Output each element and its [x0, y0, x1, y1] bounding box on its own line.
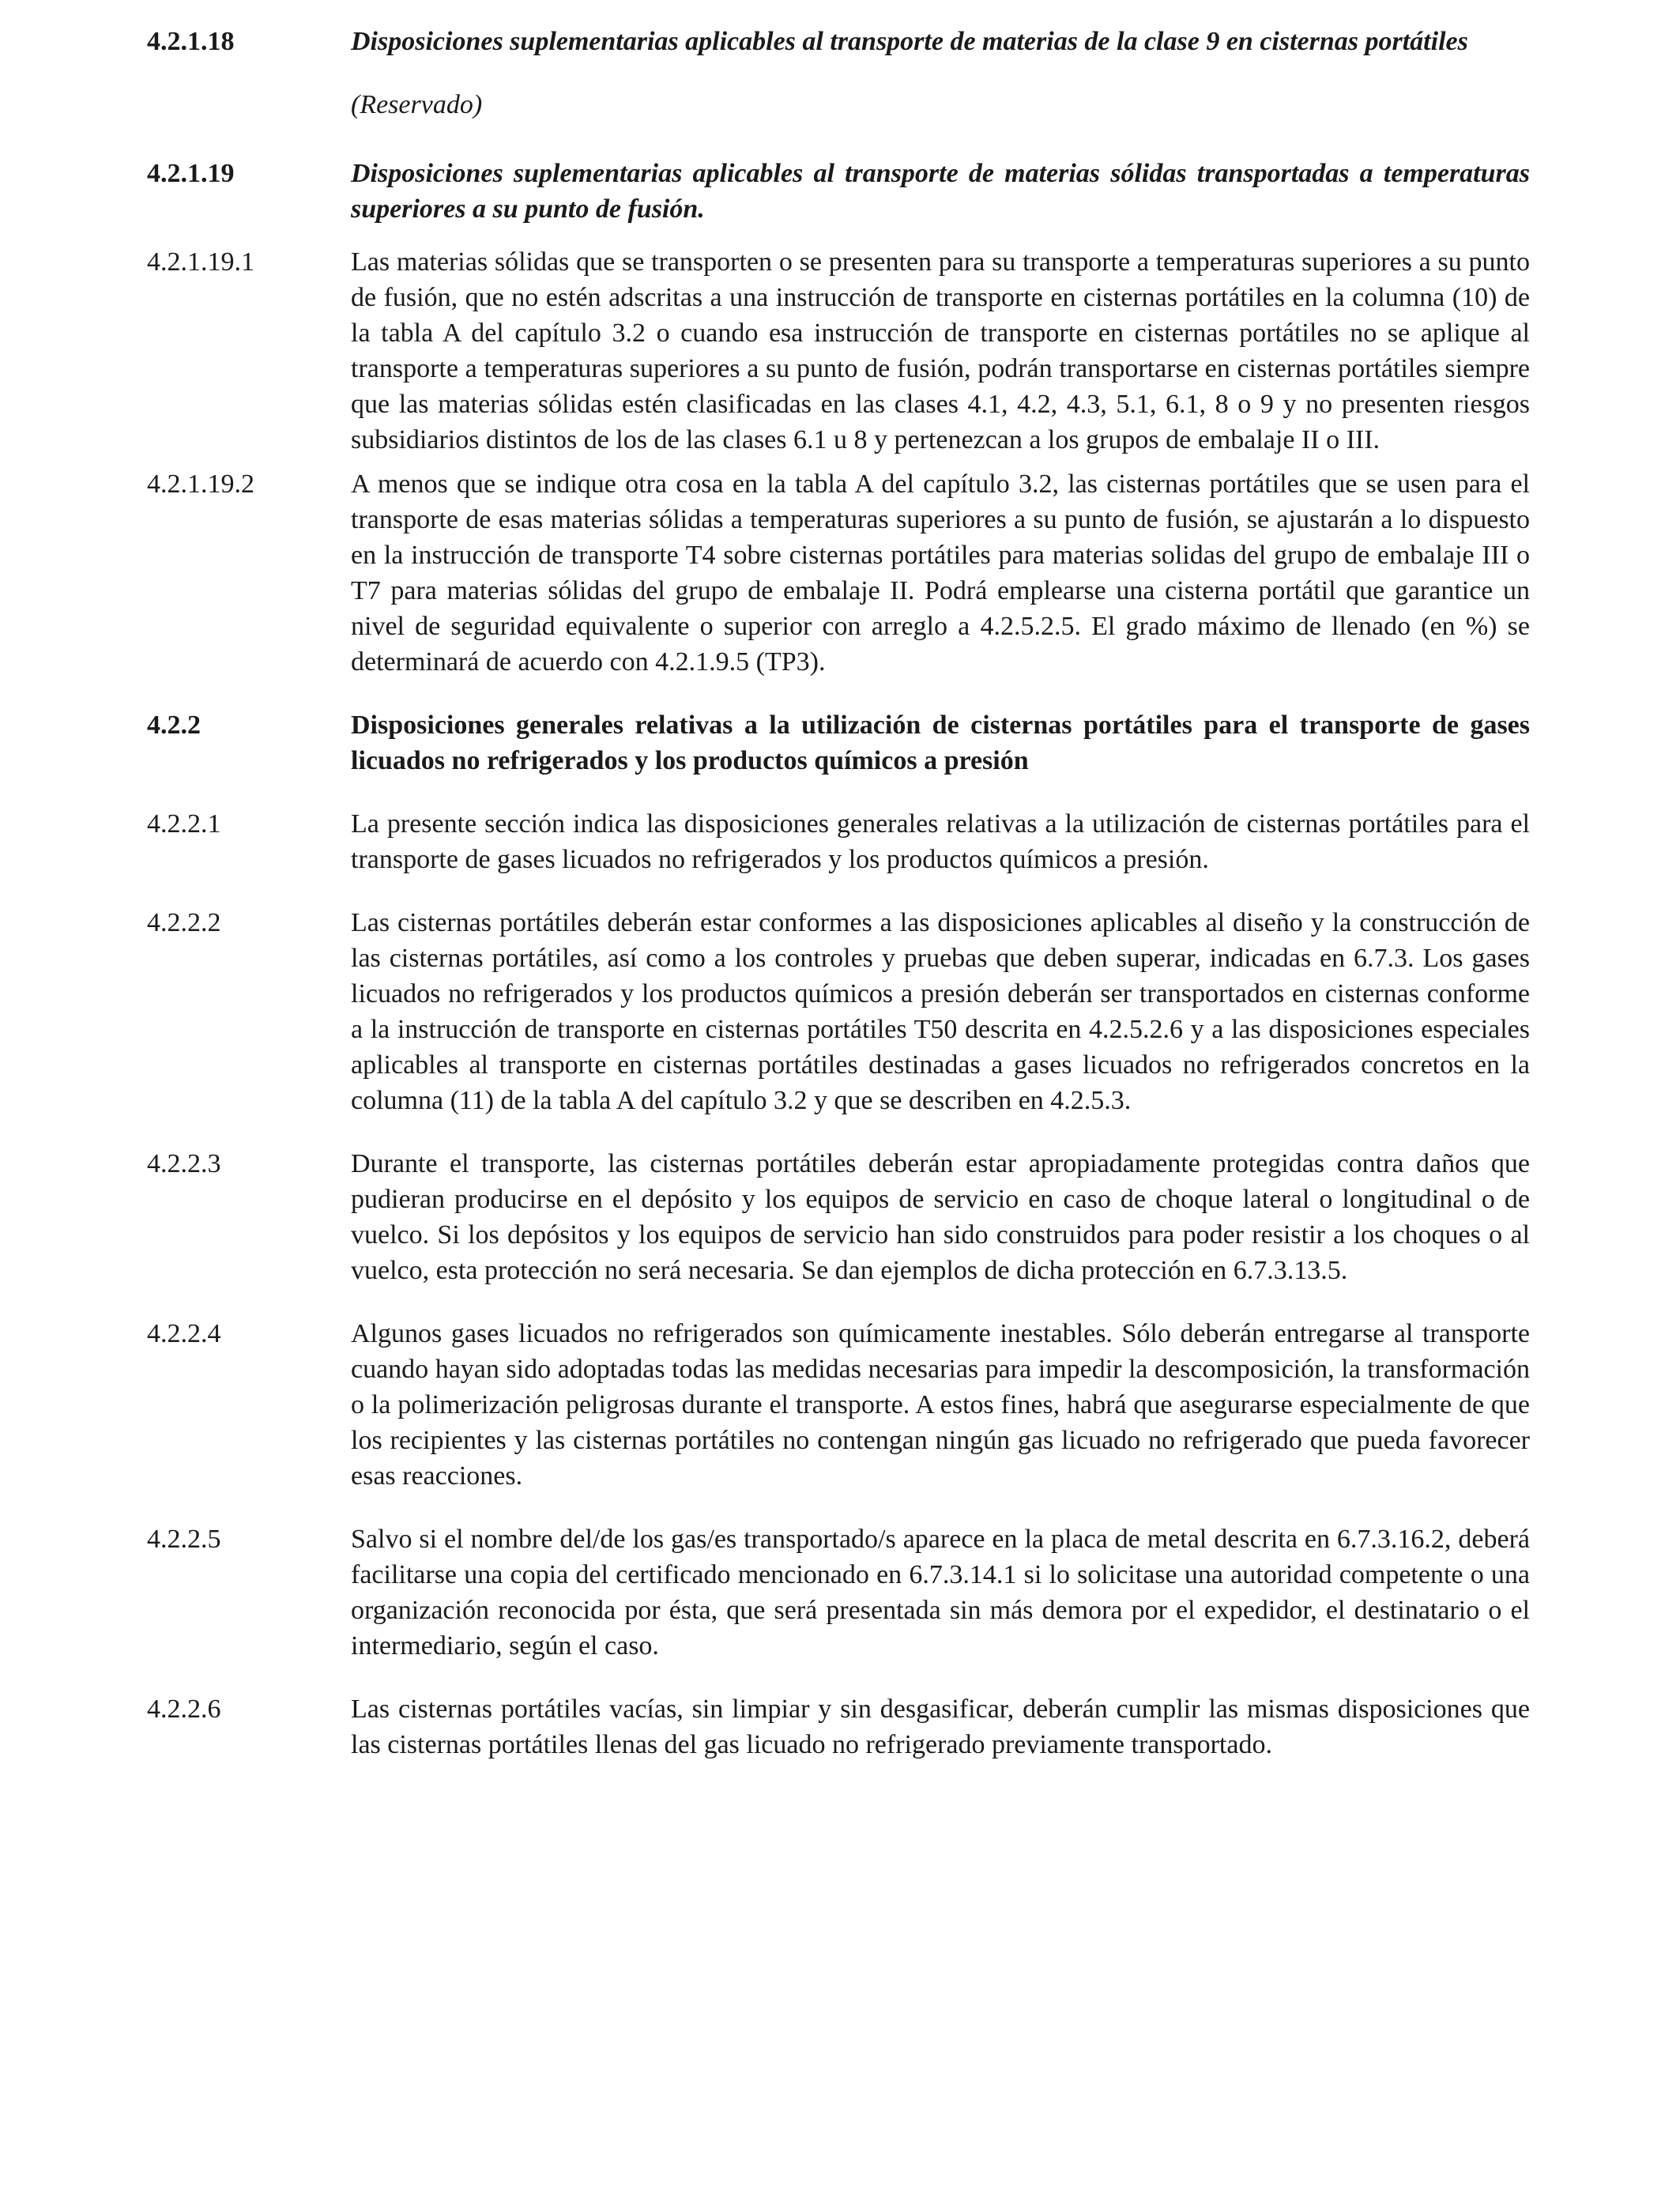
section-4-2-2-6: [147, 1691, 1530, 1762]
section-number: 4.2.2.1: [147, 809, 221, 839]
section-4-2-2: [147, 707, 1530, 778]
paragraph: La presente sección indica las disposiciones generales relativas a la utilización de cisternas portátiles para el transporte de gases licuados no refrigerados y los productos químicos a presión.: [351, 809, 1530, 874]
paragraph: Las cisternas portátiles deberán estar conformes a las disposiciones aplicables al diseño y la construcción de las cisternas portátiles, así como a los controles y pruebas que deben superar, indicadas en 6.7.3. Los gases licuados no refrigerados y los productos químicos a presión deberán ser transportados en cisternas conforme a la instrucción de transporte en cisternas portátiles T50 descrita en 4.2.5.2.6 y a las disposiciones especiales aplicables al transporte en cisternas portátiles destinadas a gases licuados no refrigerados concretos en la columna (11) de la tabla A del capítulo 3.2 y que se describen en 4.2.5.3.: [351, 908, 1530, 1115]
section-4-2-1-18: [147, 24, 1530, 59]
section-heading: Disposiciones generales relativas a la utilización de cisternas portátiles para el transporte de gases licuados no refrigerados y los productos químicos a presión: [351, 711, 1530, 775]
paragraph: A menos que se indique otra cosa en la tabla A del capítulo 3.2, las cisternas portátiles que se usen para el transporte de esas materias sólidas a temperaturas superiores a su punto de fusión, se ajustarán a lo dispuesto en la instrucción de transporte T4 sobre cisternas portátiles para materias solidas del grupo de embalaje III o T7 para materias sólidas del grupo de embalaje II. Podrá emplearse una cisterna portátil que garantice un nivel de seguridad equivalente o superior con arreglo a 4.2.5.2.5. El grado máximo de llenado (en %) se determinará de acuerdo con 4.2.1.9.5 (TP3).: [351, 469, 1530, 677]
paragraph: Durante el transporte, las cisternas portátiles deberán estar apropiadamente protegidas contra daños que pudieran producirse en el depósito y los equipos de servicio en caso de choque lateral o longitudinal o de vuelco. Si los depósitos y los equipos de servicio han sido construidos para poder resistir a los choques o al vuelco, esta protección no será necesaria. Se dan ejemplos de dicha protección en 6.7.3.13.5.: [351, 1149, 1530, 1285]
section-reserved: [147, 87, 1530, 123]
reserved-note: (Reservado): [351, 90, 483, 119]
section-heading: Disposiciones suplementarias aplicables al transporte de materias sólidas transportadas a temperaturas superiores a su punto de fusión.: [351, 159, 1530, 224]
section-number: 4.2.2.5: [147, 1525, 221, 1554]
section-number: 4.2.2.4: [147, 1319, 221, 1348]
section-4-2-2-5: [147, 1521, 1530, 1664]
section-number: 4.2.2.2: [147, 908, 221, 937]
section-number: 4.2.2.6: [147, 1695, 221, 1724]
section-number: 4.2.2: [147, 711, 201, 740]
section-4-2-2-4: [147, 1316, 1530, 1494]
section-4-2-1-19: [147, 156, 1530, 227]
section-number: 4.2.1.19.2: [147, 469, 254, 499]
section-number: 4.2.1.19.1: [147, 247, 254, 277]
section-number: 4.2.1.18: [147, 27, 235, 56]
paragraph: Algunos gases licuados no refrigerados son químicamente inestables. Sólo deberán entregarse al transporte cuando hayan sido adoptadas todas las medidas necesarias para impedir la descomposición, la transformación o la polimerización peligrosas durante el transporte. A estos fines, habrá que asegurarse especialmente de que los recipientes y las cisternas portátiles no contengan ningún gas licuado no refrigerado que pueda favorecer esas reacciones.: [351, 1319, 1530, 1491]
paragraph: Las materias sólidas que se transporten o se presenten para su transporte a temperaturas superiores a su punto de fusión, que no estén adscritas a una instrucción de transporte en cisternas portátiles en la columna (10) de la tabla A del capítulo 3.2 o cuando esa instrucción de transporte en cisternas portátiles no se aplique al transporte a temperaturas superiores a su punto de fusión, podrán transportarse en cisternas portátiles siempre que las materias sólidas estén clasificadas en las clases 4.1, 4.2, 4.3, 5.1, 6.1, 8 o 9 y no presenten riesgos subsidiarios distintos de los de las clases 6.1 u 8 y pertenezcan a los grupos de embalaje II o III.: [351, 247, 1530, 454]
paragraph: Salvo si el nombre del/de los gas/es transportado/s aparece en la placa de metal descrita en 6.7.3.16.2, deberá facilitarse una copia del certificado mencionado en 6.7.3.14.1 si lo solicitase una autoridad competente o una organización reconocida por ésta, que será presentada sin más demora por el expedidor, el destinatario o el intermediario, según el caso.: [351, 1525, 1530, 1661]
paragraph: Las cisternas portátiles vacías, sin limpiar y sin desgasificar, deberán cumplir las mismas disposiciones que las cisternas portátiles llenas del gas licuado no refrigerado previamente transportado.: [351, 1695, 1530, 1759]
section-4-2-1-19-1: [147, 244, 1530, 458]
section-4-2-1-19-2: [147, 466, 1530, 680]
section-4-2-2-2: [147, 905, 1530, 1118]
section-4-2-2-1: [147, 806, 1530, 877]
section-number: 4.2.1.19: [147, 159, 235, 188]
document-page: [147, 24, 1530, 1762]
section-heading: Disposiciones suplementarias aplicables al transporte de materias de la clase 9 en cisternas portátiles: [351, 27, 1468, 56]
section-number: 4.2.2.3: [147, 1149, 221, 1178]
section-4-2-2-3: [147, 1146, 1530, 1288]
